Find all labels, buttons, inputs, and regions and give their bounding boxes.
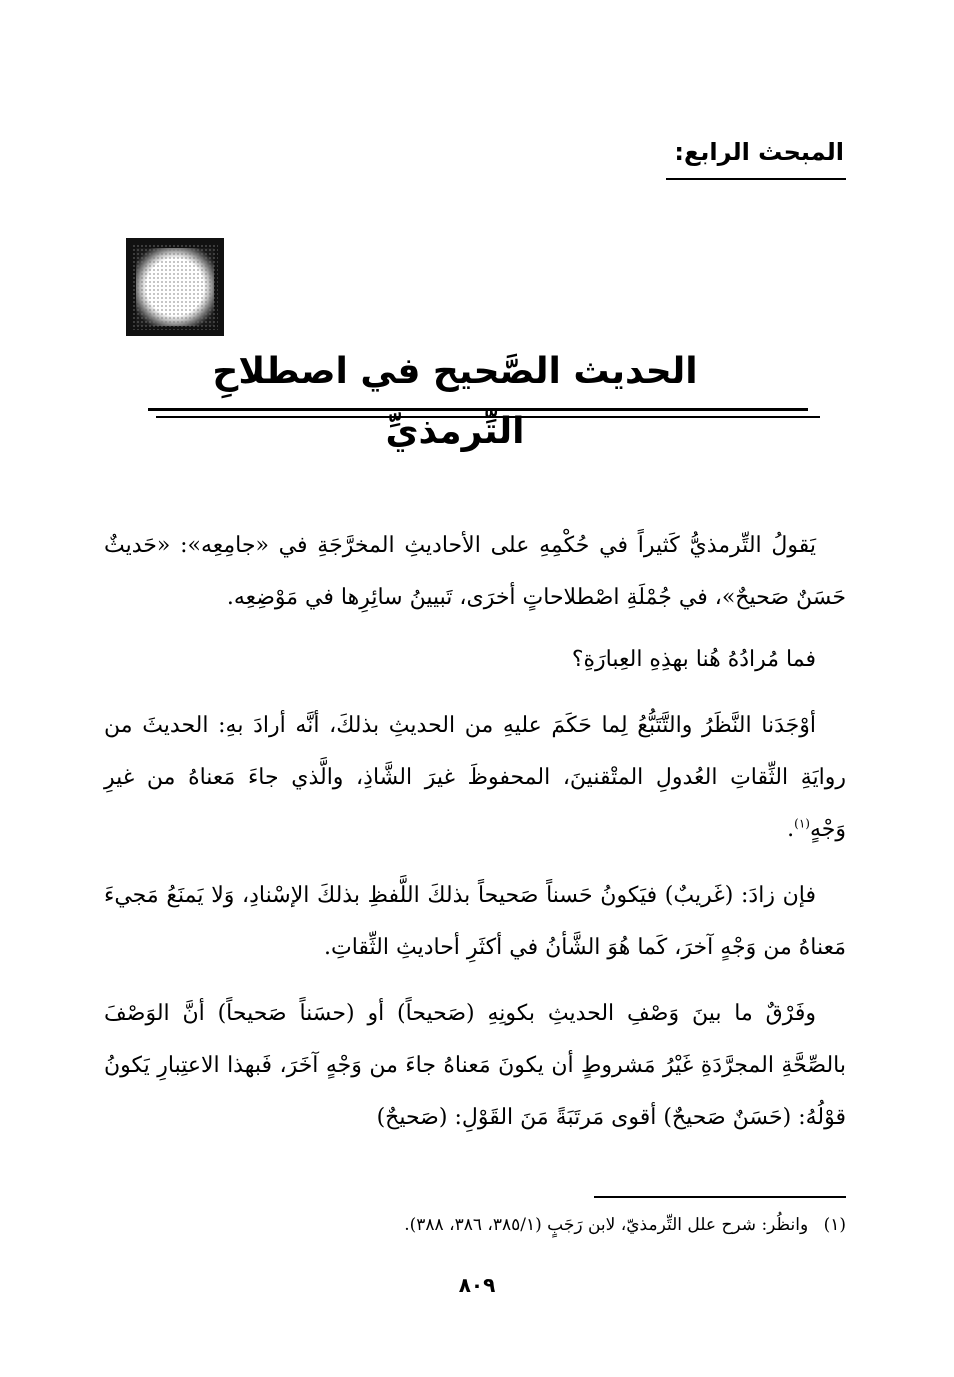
footnote-separator <box>594 1196 846 1198</box>
ornament-frame-icon <box>126 238 224 336</box>
chapter-title: الحديث الصَّحيح في اصطلاحِ التِّرمذيِّ <box>212 351 698 452</box>
section-underline <box>666 178 846 180</box>
ornament-circle <box>136 248 214 326</box>
paragraph-4: فإن زادَ: (غَريبٌ) فيَكونُ حَسناً صَحيحاً بذلكَ اللَّفظِ بذلكَ الإسْنادِ، وَلا يَمنَعُ مَجيءَ مَعناهُ من وَجْهٍ آخرَ، كَما هُوَ الشَّأنُ في أكثَرِ أحاديثِ الثِّقاتِ. <box>104 883 846 960</box>
title-rule-bottom <box>156 416 820 418</box>
paragraph-3-end: . <box>787 817 795 842</box>
body-text <box>104 520 846 1158</box>
paragraph-3-text: أوْجَدَنا النَّظَرُ والتَّتَبُّعُ لِما حَكَمَ عليهِ من الحديثِ بذلكَ، أنَّه أرادَ بهِ: الحديثَ من روايَةِ الثِّقاتِ العُدولِ المتْقنينَ، المحفوظَ غيرَ الشَّاذِ، والَّذي جاءَ مَعناهُ من غيرِ وَجْهٍ <box>104 713 846 842</box>
paragraph-2: فما مُرادُهُ هُنا بهذِهِ العِبارَةِ؟ <box>571 647 816 672</box>
paragraph-3 <box>104 700 846 856</box>
footnote-marker: (١) <box>794 816 810 831</box>
section-label: المبحث الرابع: <box>674 138 844 166</box>
page-number: ٨٠٩ <box>458 1273 496 1297</box>
paragraph-5: وفَرْقٌ ما بينَ وَصْفِ الحديثِ بكونِهِ (صَحيحاً) أو (حسَناً صَحيحاً) أنَّ الوَصْفَ بالصِّحَّةِ المجرَّدَةِ غَيْرُ مَشروطٍ أن يكونَ مَعناهُ جاءَ من وَجْهٍ آخَرَ، فَبهذا الاعتِبارِ يَكونُ قوْلُهُ: (حَسَنٌ صَحيحٌ) أقوى مَرتَبَةً مَنَ القَوْلِ: (صَحيحٌ) <box>104 1001 846 1130</box>
footnote <box>226 1208 846 1242</box>
title-rule-top <box>148 408 808 411</box>
paragraph-1: يَقولُ التِّرمذيُّ كَثيراً في حُكْمِهِ على الأحاديثِ المخرَّجَةِ في «جامِعِه»: «حَديثٌ حَسَنٌ صَحيحٌ»، في جُمْلَةِ اصْطلاحاتٍ أخرَى، تَبيينُ سائِرِها في مَوْضِعِه. <box>104 533 846 610</box>
footnote-number: (١) <box>823 1215 846 1235</box>
footnote-text: وانظُر: شرح علل التِّرمذيّ، لابن رَجَبٍ (٣٨٥/١، ٣٨٦، ٣٨٨). <box>404 1215 809 1235</box>
